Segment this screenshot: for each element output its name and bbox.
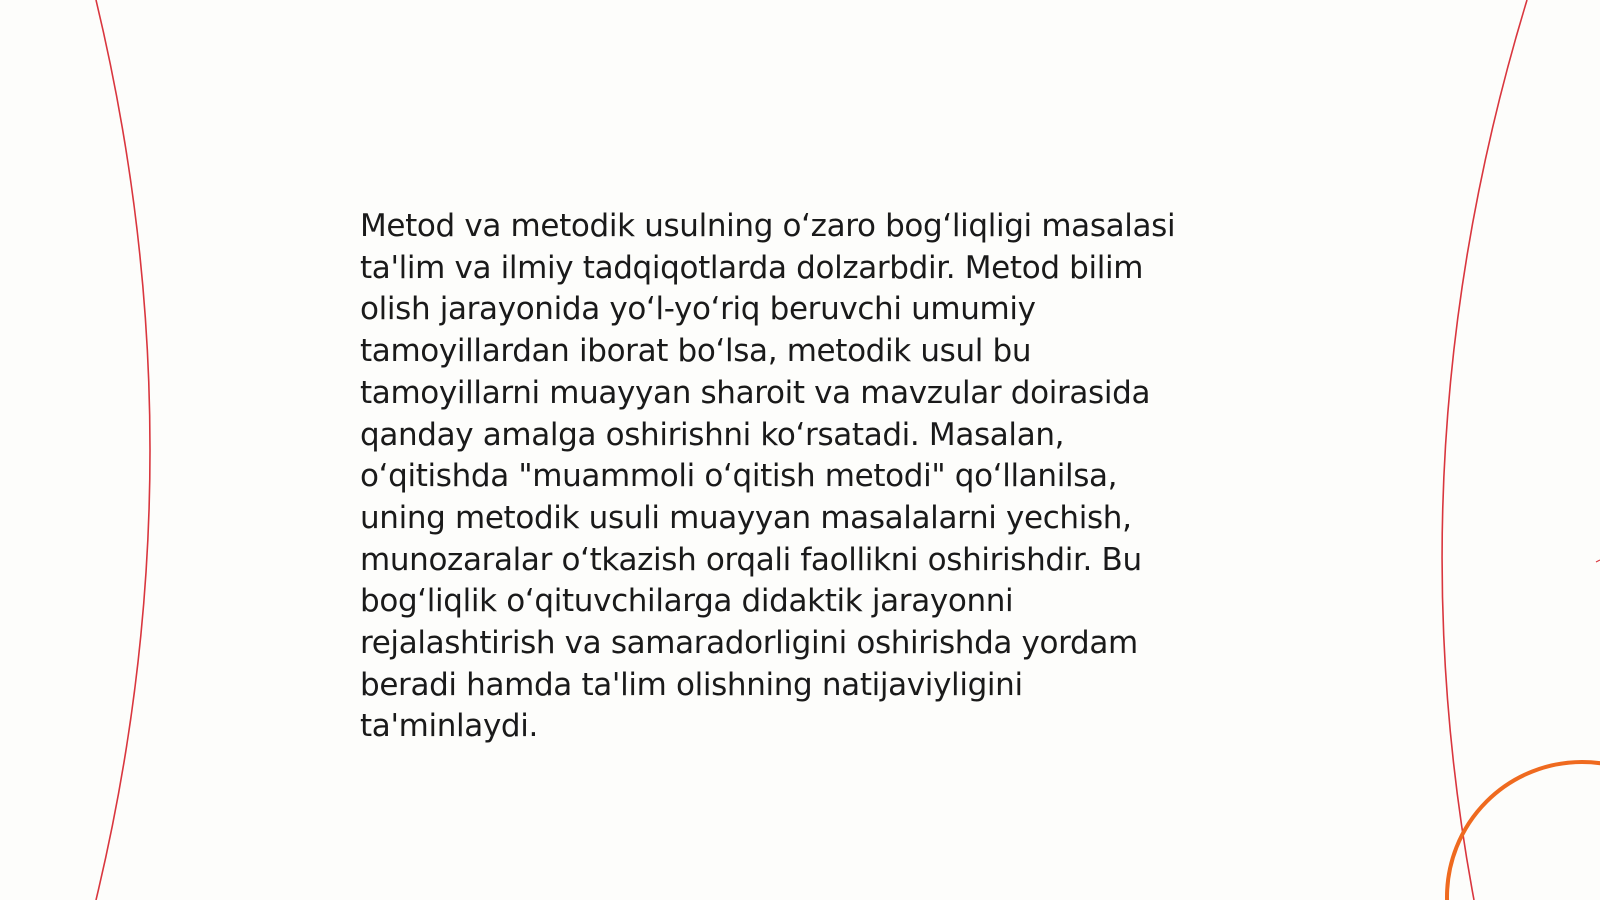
paragraph-line: olish jarayonida yoʻl-yoʻriq beruvchi umumiy xyxy=(360,291,1036,328)
paragraph-line: qanday amalga oshirishni koʻrsatadi. Masalan, xyxy=(360,416,1065,453)
body-paragraph xyxy=(360,206,1240,748)
paragraph-line: munozaralar oʻtkazish orqali faollikni oshirishdir. Bu xyxy=(360,541,1142,578)
paragraph-line: rejalashtirish va samaradorligini oshirishda yordam xyxy=(360,625,1138,662)
paragraph-line: Metod va metodik usulning oʻzaro bogʻliqligi masalasi xyxy=(360,208,1176,244)
paragraph-line: tamoyillardan iborat boʻlsa, metodik usul bu xyxy=(360,333,1032,370)
paragraph-line: beradi hamda ta'lim olishning natijaviyligini xyxy=(360,666,1023,703)
paragraph-line: ta'lim va ilmiy tadqiqotlarda dolzarbdir. Metod bilim xyxy=(360,249,1144,286)
paragraph-line: uning metodik usuli muayyan masalalarni yechish, xyxy=(360,499,1132,536)
paragraph-line: tamoyillarni muayyan sharoit va mavzular doirasida xyxy=(360,374,1151,411)
right-edge-tick xyxy=(1596,560,1600,562)
right-curve-line xyxy=(1442,0,1527,900)
paragraph-line: ta'minlaydi. xyxy=(360,708,539,745)
paragraph-line: oʻqitishda "muammoli oʻqitish metodi" qoʻllanilsa, xyxy=(360,458,1118,495)
paragraph-line: bogʻliqlik oʻqituvchilarga didaktik jarayonni xyxy=(360,583,1014,620)
left-curve-line xyxy=(96,0,150,900)
